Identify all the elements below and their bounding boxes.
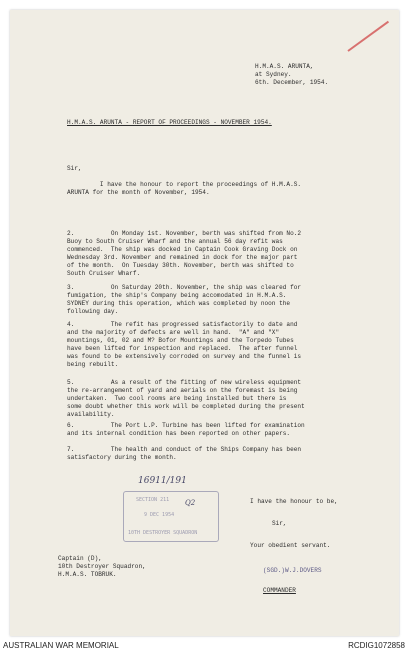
footer-source: AUSTRALIAN WAR MEMORIAL	[3, 641, 119, 650]
paragraph-3: 3. On Saturday 20th. November, the ship was cleared for fumigation, the ship's Company being accomodated in H.M.A.S. SYDNEY during this operation, which was completed by noon the following day.	[67, 284, 302, 315]
addressee: Captain (D), 10th Destroyer Squadron, H.M.A.S. TOBRUK.	[58, 555, 146, 578]
paragraph-2: 2. On Monday 1st. November, berth was shifted from No.2 Buoy to South Cruiser Wharf and the annual 56 day refit was commenced. The ship was docked in Captain Cook Graving Dock on Wednesday 3rd. November and remained in dock for the major part of the month. On Tuesday 30th. November, berth was shifted to South Cruiser Wharf.	[67, 230, 302, 277]
signature-title: COMMANDER	[263, 587, 296, 594]
closing-servant: Your obedient servant.	[250, 542, 331, 549]
received-stamp	[123, 491, 219, 542]
archive-footer	[0, 636, 409, 654]
paragraph-7: 7. The health and conduct of the Ships Company has been satisfactory during the month.	[67, 446, 302, 461]
document-page	[10, 10, 399, 636]
handwritten-initials: Q2	[185, 499, 196, 507]
footer-id: RCDIG1072858	[348, 641, 405, 650]
stamp-line: 10TH DESTROYER SQUADRON	[128, 530, 198, 536]
stamp-date: 9 DEC 1954	[144, 512, 175, 518]
red-pencil-mark	[347, 21, 389, 52]
paragraph-6: 6. The Port L.P. Turbine has been lifted for examination and its internal condition has been reported on other papers.	[67, 422, 305, 437]
stamp-line: SECTION 211	[136, 497, 170, 503]
closing-line: I have the honour to be,	[250, 498, 338, 505]
opening-paragraph: I have the honour to report the proceedings of H.M.A.S. ARUNTA for the month of November, 1954.	[67, 181, 302, 196]
salutation: Sir,	[67, 165, 82, 172]
signature-name: (SGD.)W.J.DOVERS	[263, 567, 322, 574]
closing-sir: Sir,	[250, 520, 287, 527]
ship-header: H.M.A.S. ARUNTA, at Sydney. 6th. December, 1954.	[255, 63, 329, 86]
handwritten-reference: 16911/191	[138, 476, 187, 486]
paragraph-4: 4. The refit has progressed satisfactorily to date and and the majority of defects are well in hand. "A" and "X" mountings, 01, 02 and M? Bofor Mountings and the Torpedo Tubes have been lifted for inspection and replaced. The after funnel was found to be extensively corroded on survey and the funnel is being rebuilt.	[67, 321, 302, 368]
report-title: H.M.A.S. ARUNTA - REPORT OF PROCEEDINGS - NOVEMBER 1954.	[67, 119, 272, 126]
paragraph-5: 5. As a result of the fitting of new wireless equipment the re-arrangement of yard and aerials on the foremast is being undertaken. Two cool rooms are being installed but there is some doubt whether this work will be completed during the present availability.	[67, 379, 305, 418]
